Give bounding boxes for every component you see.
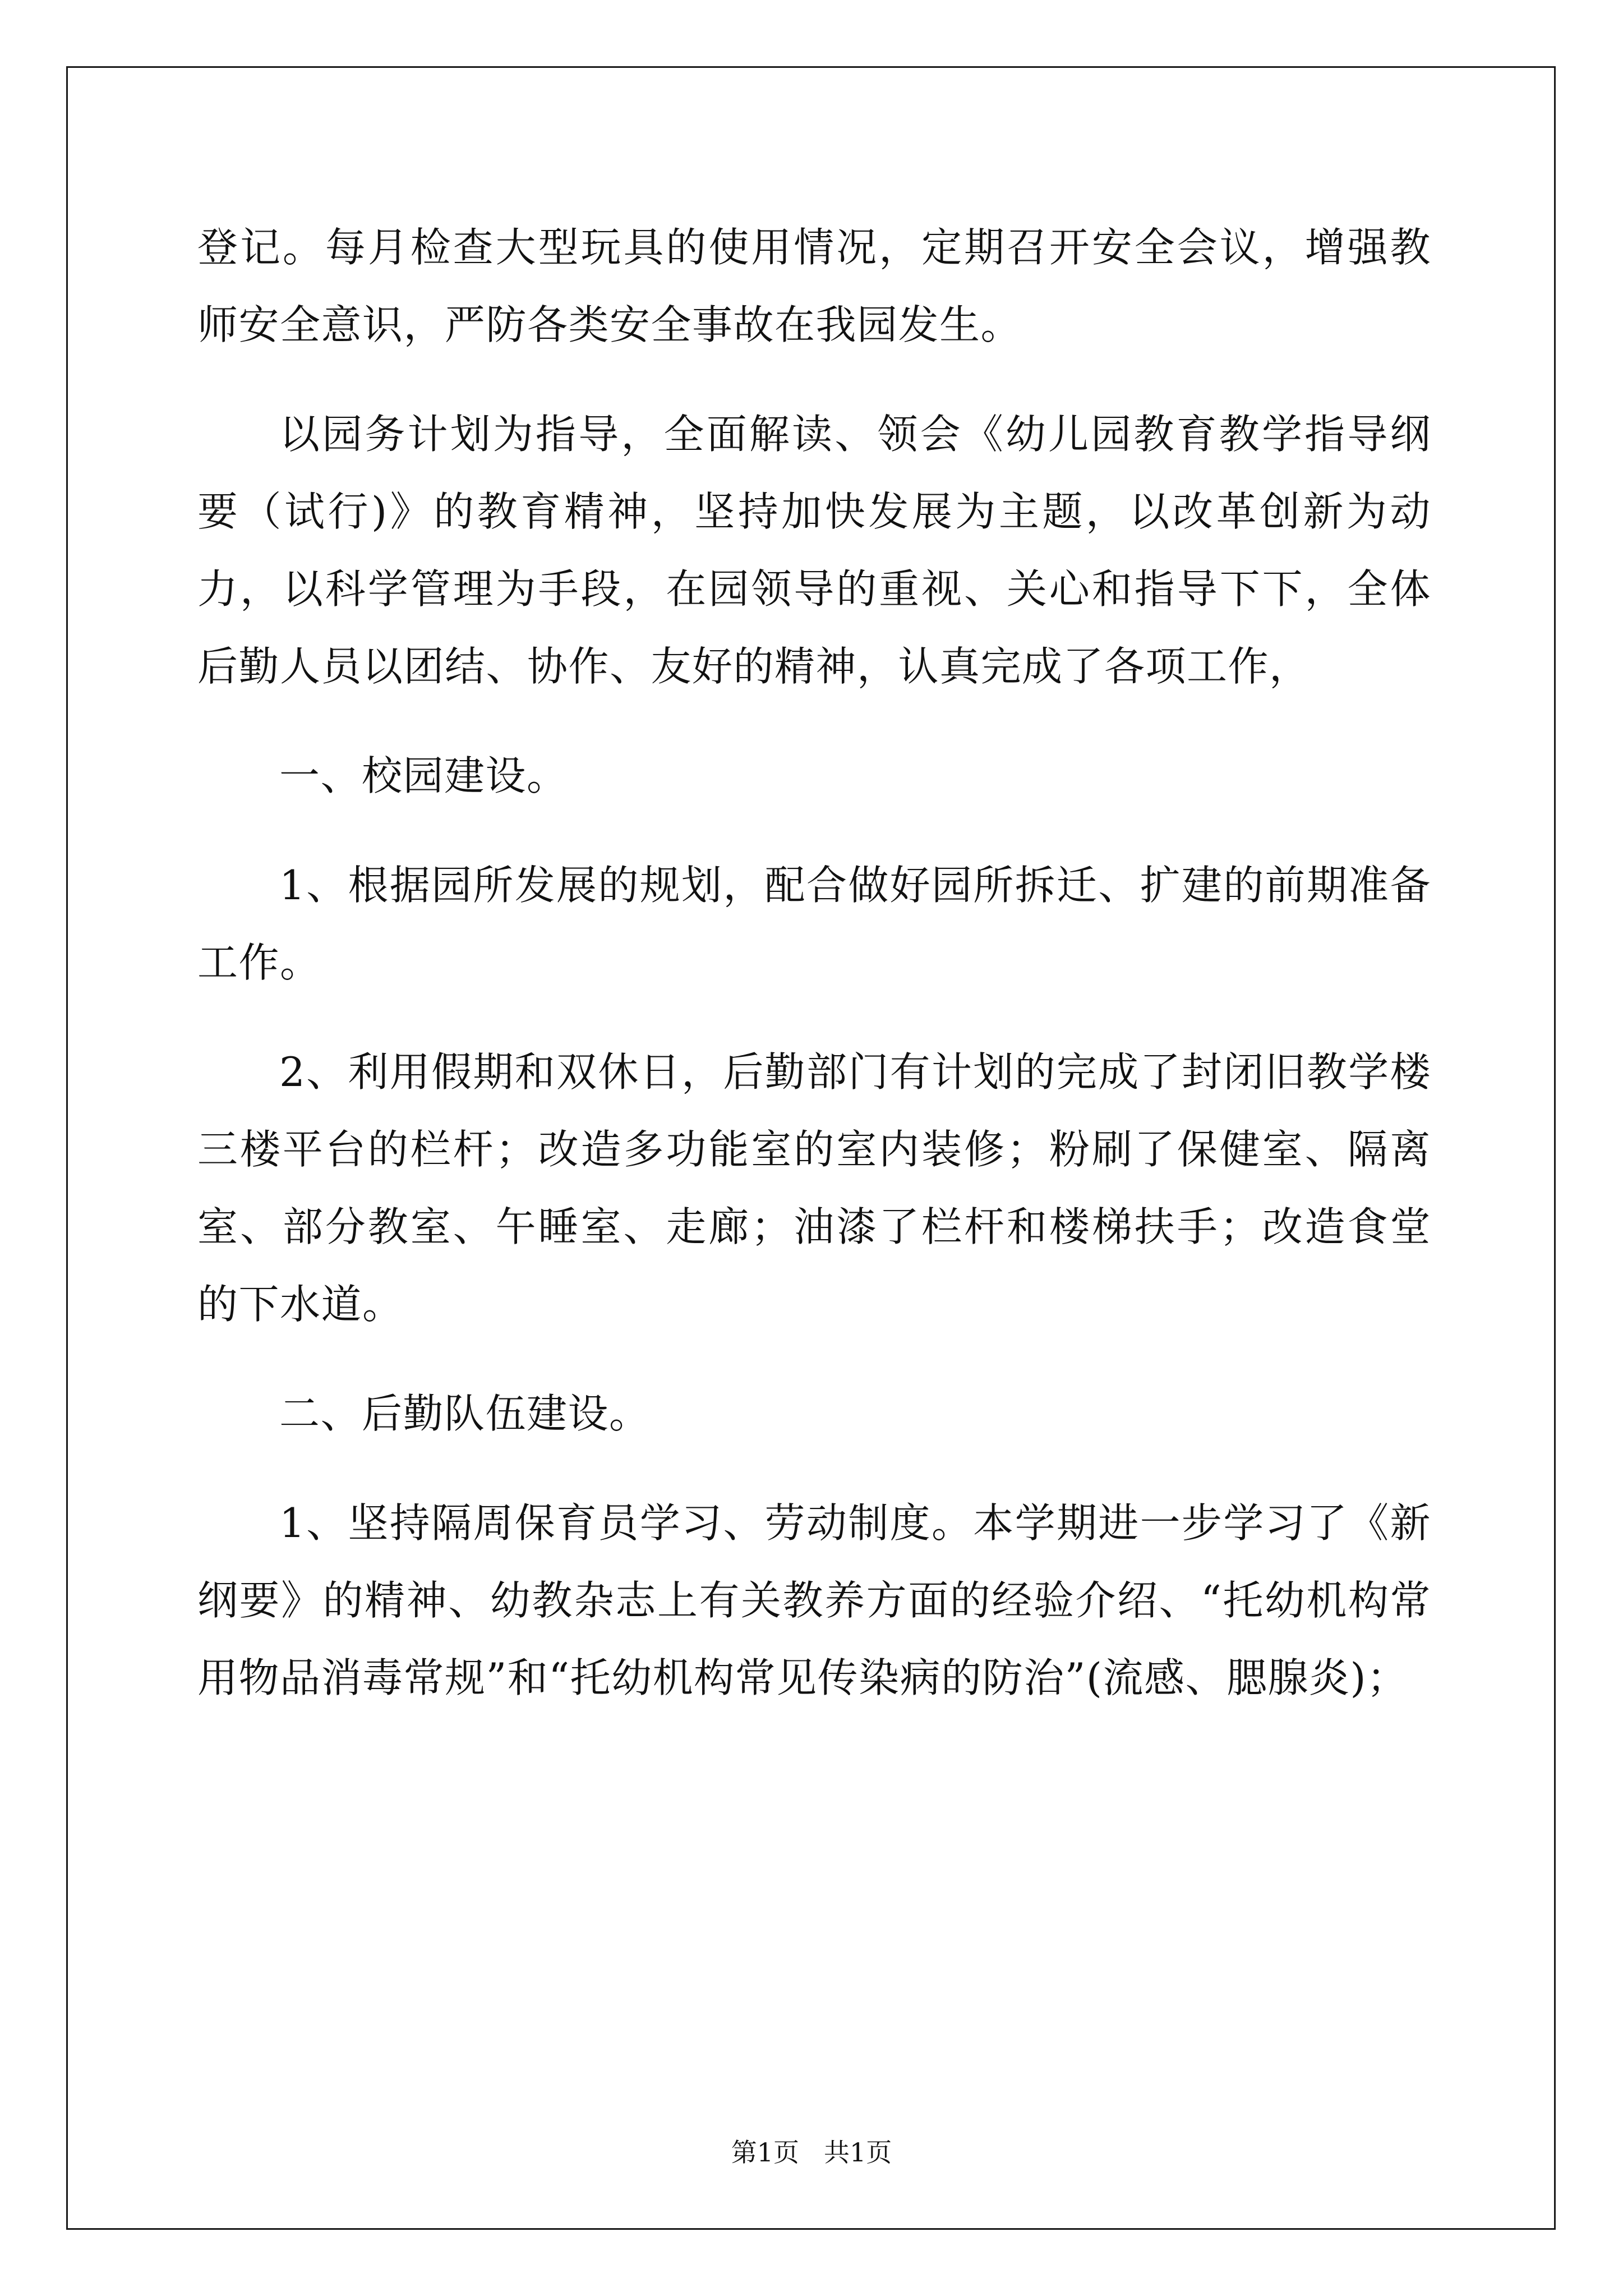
- section-heading: 二、后勤队伍建设。: [279, 1390, 651, 1437]
- paragraph: 以园务计划为指导，全面解读、领会《幼儿园教育教学指导纲要（试行)》的教育精神，坚持加快发展为主题，以改革创新为动力，以科学管理为手段，在园领导的重视、关心和指导下下，全体后勤人员以团结、协作、友好的精神，认真完成了各项工作，: [197, 411, 1431, 690]
- document-body: [197, 209, 1431, 1749]
- page-number: 第1页: [731, 2137, 800, 2168]
- section-heading: 一、校园建设。: [279, 752, 568, 799]
- paragraph: 登记。每月检查大型玩具的使用情况，定期召开安全会议，增强教师安全意识，严防各类安全事故在我园发生。: [197, 224, 1431, 348]
- paragraph: 1、根据园所发展的规划，配合做好园所拆迁、扩建的前期准备工作。: [197, 862, 1431, 986]
- paragraph: 2、利用假期和双休日，后勤部门有计划的完成了封闭旧教学楼三楼平台的栏杆；改造多功能室的室内装修；粉刷了保健室、隔离室、部分教室、午睡室、走廊；油漆了栏杆和楼梯扶手；改造食堂的下水道。: [197, 1048, 1431, 1328]
- paragraph: 1、坚持隔周保育员学习、劳动制度。本学期进一步学习了《新纲要》的精神、幼教杂志上有关教养方面的经验介绍、“托幼机构常用物品消毒常规”和“托幼机构常见传染病的防治”(流感、腮腺炎)；: [197, 1499, 1431, 1701]
- page-total: 共1页: [823, 2137, 892, 2168]
- page-footer: [0, 2136, 1623, 2169]
